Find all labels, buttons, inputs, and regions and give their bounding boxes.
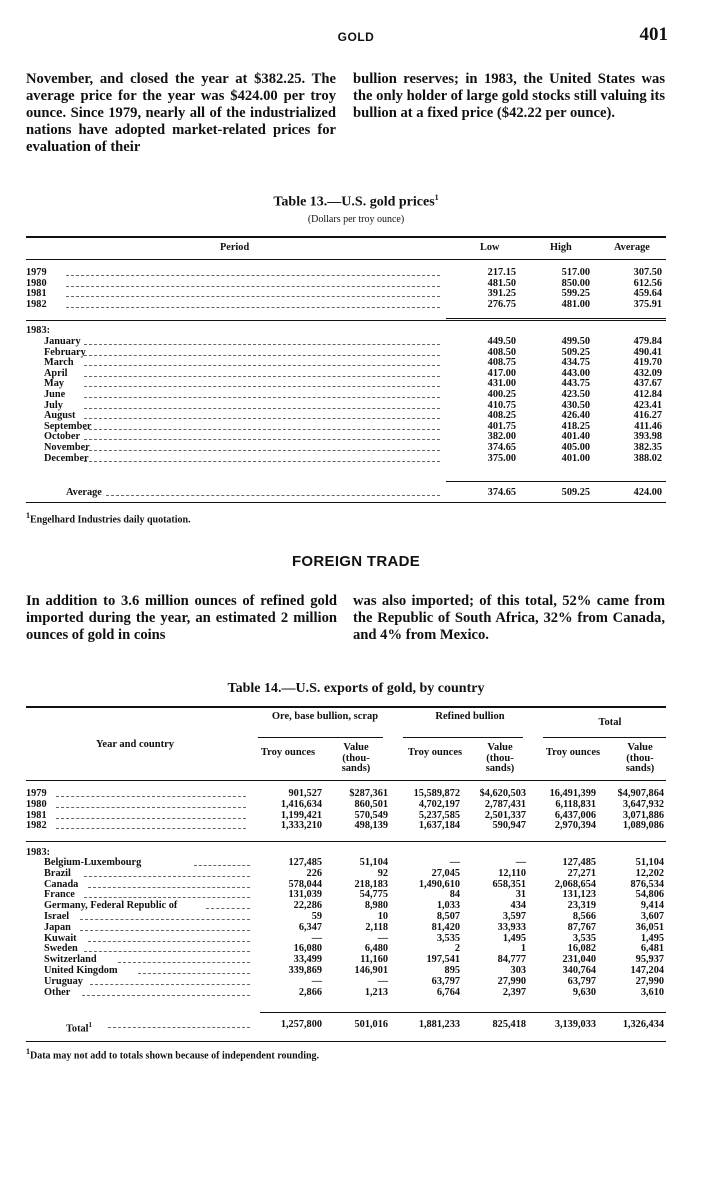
table14-country-row-label: United Kingdom [44,965,118,976]
table14-country-row-label: Sweden [44,943,78,955]
table14-country-row-value: 27,990 [635,975,664,987]
table13-month-row-average: 432.09 [633,367,662,379]
table13-month-row-low: 400.25 [487,389,516,400]
table14-country-row-value: 2,118 [365,921,388,933]
table14-country-row-label: Brazil [44,867,71,879]
table14-country-leader [138,973,250,974]
table13-month-row-label: February [44,346,86,358]
table14-country-row-value: 84 [449,889,460,901]
table13-month-row-leader [84,461,440,462]
table14-country-row-label: Belgium-Luxembourg [44,857,142,868]
intro-left-column: November, and closed the year at $382.25. The average price for the year was $424.00 per troy ounce. Since 1979, nearly all of the industrialized nations have adopted market-related prices for evaluation of their [26,71,336,155]
table13-year-row-high: 517.00 [561,267,590,278]
table13-month-row-high: 443.75 [561,378,590,390]
table13-year-row-low: 391.25 [487,288,516,300]
table14-country-row-value: 63,797 [567,975,596,987]
table13-year-row-label: 1980 [26,277,47,289]
table14-country-row-value: 23,319 [567,900,596,912]
table14-country-row-value: 1,213 [364,986,388,998]
table13-month-row-leader [84,386,440,387]
table13-month-row-low: 374.65 [487,442,516,453]
table14-country-row-value: — [311,975,322,987]
table14-total-footnote-mark: 1 [88,1021,93,1029]
table13-month-row-low: 431.00 [487,378,516,390]
table13-month-row-high: 430.50 [561,399,590,411]
table13-month-row-leader [84,397,440,398]
table14-country-row-value: 6,347 [298,921,322,933]
table13-month-row-low: 382.00 [487,431,516,443]
table14-country-row-value: 51,104 [359,857,388,868]
table13-top-rule [26,236,666,238]
table14-country-row-value: — [449,857,460,868]
table14-country-row-value: 3,535 [436,932,460,944]
table13-month-row-high: 426.40 [561,410,590,422]
table14-year-row-value: 15,589,872 [413,788,460,799]
table14-country-row-value: 3,607 [640,911,664,922]
table13-year-row-label: 1979 [26,267,47,278]
table13-month-row-average: 437.67 [633,378,662,390]
table13-month-row-label: March [44,357,74,369]
table14-col-total-troy: Troy ounces [545,747,601,758]
table14-country-row-value: 16,082 [567,943,596,955]
table13-month-row-average: 423.41 [633,399,662,411]
table14-country-row-label: France [44,889,75,901]
table14-country-row-value: 2,068,654 [554,878,596,890]
table14-country-row-value: 51,104 [635,857,664,868]
trade-left-column: In addition to 3.6 million ounces of refined gold imported during the year, an estimated 2 million ounces of gold in coins [26,593,337,643]
table14-country-row-value: 339,869 [288,965,322,976]
table14-year-row-value: 1,333,210 [280,820,322,832]
table14-col-ore-value: Value (thou- sands) [341,742,371,774]
table13-month-row-average: 393.98 [633,431,662,443]
table14-year-row-label: 1982 [26,820,47,832]
table14-country-leader [84,897,250,898]
table14-title: Table 14.—U.S. exports of gold, by country [227,681,485,696]
table14-country-row-value: 3,535 [572,932,596,944]
table14-years-rule [26,841,666,842]
table13-month-row-label: July [44,399,63,411]
table14-year-row-label: 1981 [26,809,47,821]
table14-top-rule [26,706,666,708]
table14-country-row-value: 95,937 [635,954,664,966]
table13-year-row-high: 599.25 [561,288,590,300]
table14-year-row-value: 3,647,932 [622,798,664,810]
table13-footnote-text: Engelhard Industries daily quotation. [30,514,191,526]
table13-month-row-high: 499.50 [561,336,590,347]
table14-group-ore: Ore, base bullion, scrap [271,711,379,722]
table14-country-row-value: 10 [377,911,388,922]
foreign-trade-heading: FOREIGN TRADE [291,553,421,570]
table14-year-row-value: 4,702,197 [418,798,460,810]
table14-year-row-value: 1,637,184 [418,820,460,832]
table14-col-refined-value: Value (thou- sands) [485,742,515,774]
table13-month-row-high: 434.75 [561,357,590,369]
table14-country-row-label: Germany, Federal Republic of [44,900,178,912]
table14-year-row-value: 498,139 [354,820,388,832]
table13-month-row-low: 408.25 [487,410,516,422]
table14-country-row-value: 11,160 [360,954,388,966]
table14-year-row-value: 16,491,399 [549,788,596,799]
table13-header-rule [26,259,666,260]
table13-year-row-leader [66,275,440,276]
table14-country-row-value: 54,806 [635,889,664,901]
table13-average-row-low: 374.65 [487,487,516,498]
table14-year-row-value: $4,907,864 [617,788,664,799]
table14-country-leader [88,941,250,942]
table14-country-row-value: 146,901 [354,965,388,976]
table13-year-row-average: 612.56 [633,277,662,289]
table14-country-leader [88,887,250,888]
table14-country-row-value: 658,351 [492,878,526,890]
table13-year-row-average: 375.91 [633,298,662,310]
table13-month-row-high: 509.25 [561,346,590,358]
intro-right-column: bullion reserves; in 1983, the United States was the only holder of large gold stocks still valuing its bullion at a fixed price ($42.22 per ounce). [353,71,665,121]
table13-month-row-leader [84,355,440,356]
table13-title [0,193,712,211]
table14-country-row-value: 434 [510,900,526,912]
table14-country-row-value: 27,045 [431,867,460,879]
table14-country-row-value: 27,271 [567,867,596,879]
table13-month-row-label: December [44,452,89,464]
table14-country-row-label: Canada [44,878,79,890]
table13-month-row-label: January [44,336,81,347]
table13-month-row-average: 412.84 [633,389,662,400]
table13-month-row-label: November [44,442,90,453]
table13-month-row-leader [84,418,440,419]
table13-month-row-high: 423.50 [561,389,590,400]
table14-country-leader [118,962,250,963]
table14-country-row-value: 12,110 [498,867,526,879]
table13-month-row-label: October [44,431,81,443]
table14-footnote-mark: 1 [26,1047,30,1056]
table13-month-row-leader [84,450,440,451]
table13-header-average: Average [614,242,650,253]
table14-year-row-value: 860,501 [354,798,388,810]
table13-month-row-high: 418.25 [561,420,590,432]
table14-footnote-text: Data may not add to totals shown because of independent rounding. [30,1050,320,1062]
table14-year-row-value: 5,237,585 [418,809,460,821]
table14-country-row-value: 340,764 [562,965,596,976]
table13-month-row-leader [84,429,440,430]
table14-year-row-value: 6,437,006 [554,809,596,821]
table14-country-row-value: 1,495 [640,932,664,944]
table14-country-row-value: — [377,975,388,987]
table13-month-row-average: 382.35 [633,442,662,453]
table14-country-row-value: 63,797 [431,975,460,987]
table13-footnote [26,511,191,525]
table14-country-row-value: 16,080 [293,943,322,955]
table13-month-row-average: 490.41 [633,346,662,358]
table13-title-text: Table 13.—U.S. gold prices [273,194,435,210]
table14-country-row-value: 54,775 [359,889,388,901]
table13-month-row-average: 388.02 [633,452,662,464]
table14-country-leader [90,984,250,985]
table14-country-row-value: 231,040 [562,954,596,966]
table13-month-row-high: 405.00 [561,442,590,453]
table14-year-country-header: Year and country [96,739,174,750]
table14-country-leader [80,919,250,920]
table13-month-row-label: April [44,367,68,379]
table13-month-row-low: 401.75 [487,420,516,432]
table13-year-1983-label: 1983: [26,325,51,336]
table13-month-row-high: 401.40 [561,431,590,443]
table14-group-total: Total [598,717,622,728]
table13-year-row-label: 1981 [26,288,47,300]
table13-header-low: Low [480,242,500,253]
table14-country-row-value: 1 [520,943,526,955]
table14-total-underline [543,737,666,738]
table14-refined-underline [403,737,523,738]
table14-country-row-value: 127,485 [562,857,596,868]
table13-header-period: Period [220,242,250,253]
table14-total-value: 825,418 [492,1019,526,1030]
table14-year-row-value: 1,416,634 [280,798,322,810]
table14-country-row-value: — [377,932,388,944]
table14-country-row-value: 12,202 [635,867,664,879]
table14-group-refined: Refined bullion [435,711,505,722]
table14-year-row-value: 6,118,831 [555,798,596,810]
table14-year-row-value: $4,620,503 [479,788,526,799]
table14-country-row-value: 31 [515,889,526,901]
table13-year-row-low: 481.50 [487,277,516,289]
table14-country-row-value: 8,507 [436,911,460,922]
table13-header-high: High [550,242,572,253]
table14-country-row-value: 27,990 [497,975,526,987]
table13-month-row-low: 410.75 [487,399,516,411]
table13-year-row-average: 459.64 [633,288,662,300]
table14-bottom-rule [26,1041,666,1042]
table14-country-leader [194,865,250,866]
table13-year-row-high: 850.00 [561,277,590,289]
table14-country-row-value: 92 [377,867,388,879]
table13-bottom-rule [26,502,666,503]
table14-country-row-label: Israel [44,911,70,922]
table14-col-refined-troy: Troy ounces [407,747,463,758]
table13-years-rule [446,318,666,319]
table13-month-row-leader [84,439,440,440]
table14-country-row-value: 147,204 [630,965,664,976]
table14-country-row-value: 127,485 [288,857,322,868]
running-head: GOLD [337,30,375,44]
table14-country-row-value: — [311,932,322,944]
table14-country-row-value: 578,044 [288,878,322,890]
table14-country-row-value: 197,541 [426,954,460,966]
table14-country-row-value: — [515,857,526,868]
page-number: 401 [639,24,668,45]
table13-months-rule [446,481,666,482]
table13-month-row-leader [84,376,440,377]
table14-country-row-value: 81,420 [431,921,460,933]
table14-country-row-value: 36,051 [635,921,664,933]
table14-country-row-value: 303 [510,965,526,976]
table14-year-row-value: 1,089,086 [622,820,664,832]
table14-total-value: 1,257,800 [280,1019,322,1030]
table13-year-row-low: 217.15 [487,267,516,278]
table14-countries-rule [260,1012,666,1013]
table14-country-row-value: 3,597 [502,911,526,922]
table13-month-row-low: 408.75 [487,357,516,369]
table13-average-row-high: 509.25 [561,487,590,498]
table13-month-row-high: 401.00 [561,452,590,464]
table14-country-row-value: 895 [444,965,460,976]
table13-footnote-mark: 1 [26,511,30,520]
table14-ore-underline [258,737,383,738]
table13-month-row-leader [84,365,440,366]
table14-total-row-label [66,1020,92,1035]
table14-country-leader [84,876,250,877]
table14-country-leader [206,908,250,909]
table14-year-row-value: 1,199,421 [280,809,322,821]
table14-country-row-value: 2 [454,943,460,955]
table13-month-row-label: May [44,378,65,390]
table14-total-value: 1,326,434 [622,1019,664,1030]
table13-month-row-label: August [44,410,76,422]
table14-footnote [26,1047,319,1061]
table14-year-row-label: 1979 [26,788,47,799]
table14-country-row-value: 2,397 [502,986,526,998]
table13-month-row-label: June [44,389,66,400]
table14-total-leader [108,1027,250,1028]
trade-right-column: was also imported; of this total, 52% came from the Republic of South Africa, 32% from Canada, and 4% from Mexico. [353,593,665,643]
table14-country-row-value: 3,610 [640,986,664,998]
table13-title-footnote-mark: 1 [434,193,439,202]
table14-country-row-label: Japan [44,921,71,933]
table14-total-value: 501,016 [354,1019,388,1030]
table13-average-row-label: Average [66,487,102,498]
table14-country-row-label: Uruguay [44,975,83,987]
table14-country-row-value: 6,764 [436,986,460,998]
table13-month-row-average: 479.84 [633,336,662,347]
table13-month-row-label: September [44,420,92,432]
table14-country-row-value: 9,630 [572,986,596,998]
table14-year-row-value: 570,549 [354,809,388,821]
table14-country-row-value: 1,490,610 [418,878,460,890]
table14-country-row-value: 131,123 [562,889,596,901]
table13-year-row-leader [66,307,440,308]
table14-country-row-label: Kuwait [44,932,77,944]
table14-year-leader [56,818,246,819]
table14-country-row-value: 33,933 [497,921,526,933]
table13-average-row-average: 424.00 [633,487,662,498]
table14-country-row-value: 87,767 [567,921,596,933]
table14-country-row-value: 1,033 [436,900,460,912]
table13-month-row-average: 416.27 [633,410,662,422]
table14-year-leader [56,796,246,797]
table13-month-row-average: 419.70 [633,357,662,369]
table14-country-leader [82,995,250,996]
table14-year-1983-label: 1983: [26,847,51,858]
table14-year-row-value: $287,361 [349,788,388,799]
table14-country-row-value: 1,495 [502,932,526,944]
table14-col-total-value: Value (thou- sands) [625,742,655,774]
table13-month-row-low: 449.50 [487,336,516,347]
table14-country-row-value: 6,481 [640,943,664,955]
table13-year-row-leader [66,296,440,297]
table14-country-row-value: 9,414 [640,900,664,912]
table13-month-row-low: 408.50 [487,346,516,358]
table14-year-row-label: 1980 [26,798,47,810]
table14-country-row-value: 131,039 [288,889,322,901]
table14-country-row-value: 2,866 [298,986,322,998]
table14-country-row-value: 218,183 [354,878,388,890]
table14-total-value: 1,881,233 [418,1019,460,1030]
table13-month-row-low: 375.00 [487,452,516,464]
table14-country-row-label: Other [44,986,71,998]
table14-year-leader [56,807,246,808]
table13-month-row-high: 443.00 [561,367,590,379]
table14-country-row-value: 59 [311,911,322,922]
table14-country-row-value: 8,980 [364,900,388,912]
table13-month-row-average: 411.46 [634,420,662,432]
table14-country-row-value: 33,499 [293,954,322,966]
table14-year-row-value: 590,947 [492,820,526,832]
table14-country-row-value: 6,480 [364,943,388,955]
table13-year-row-average: 307.50 [633,267,662,278]
table14-col-ore-troy: Troy ounces [260,747,316,758]
table14-year-row-value: 3,071,886 [622,809,664,821]
table14-country-row-value: 22,286 [293,900,322,912]
table13-year-row-label: 1982 [26,298,47,310]
table14-country-row-value: 876,534 [630,878,664,890]
table13-month-row-leader [84,344,440,345]
table13-average-row-leader [106,495,440,496]
table14-total-text: Total [66,1023,89,1035]
table14-country-row-value: 226 [306,867,322,879]
table13-years-rule-full [26,320,666,321]
table14-country-leader [84,951,250,952]
table13-month-row-leader [84,408,440,409]
table14-year-row-value: 2,970,394 [554,820,596,832]
table14-year-leader [56,828,246,829]
table14-country-row-value: 8,566 [572,911,596,922]
table14-total-value: 3,139,033 [554,1019,596,1030]
table14-year-row-value: 901,527 [288,788,322,799]
table14-year-row-value: 2,787,431 [484,798,526,810]
table13-subtitle: (Dollars per troy ounce) [307,214,405,225]
table14-country-row-value: 84,777 [497,954,526,966]
table14-header-rule [26,780,666,781]
table13-year-row-low: 276.75 [487,298,516,310]
table14-country-leader [80,930,250,931]
table14-year-row-value: 2,501,337 [484,809,526,821]
table13-month-row-low: 417.00 [487,367,516,379]
table13-year-row-leader [66,286,440,287]
table14-country-row-label: Switzerland [44,954,97,966]
table13-year-row-high: 481.00 [561,298,590,310]
